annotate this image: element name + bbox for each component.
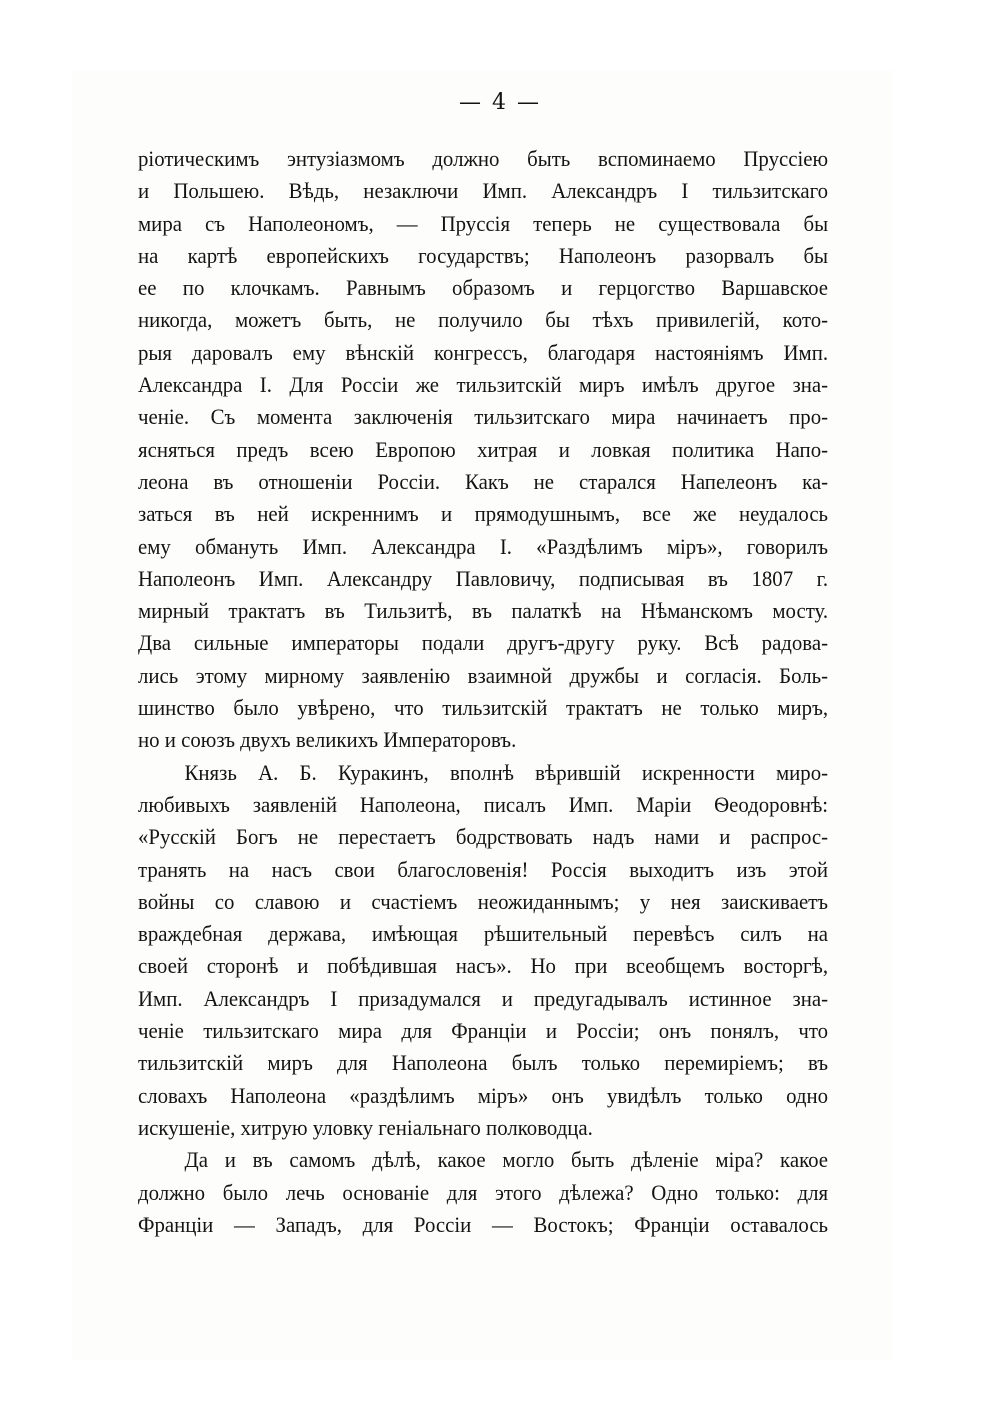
text-line: ему обмануть Имп. Александра I. «Раздѣлимъ міръ», говорилъ xyxy=(138,533,829,559)
text-line: ріотическимъ энтузіазмомъ должно быть вспоминаемо Пруссіею xyxy=(138,146,829,171)
text-line: своей сторонѣ и побѣдившая насъ». Но при всеобщемъ восторгѣ, xyxy=(138,953,829,979)
text-line: мирный трактатъ въ Тильзитѣ, въ палаткѣ на Нѣманскомъ мосту. xyxy=(138,598,829,624)
text-line: ченіе тильзитскаго мира для Франціи и Россіи; онъ понялъ, что xyxy=(138,1018,829,1044)
text-line: ясняться предъ всею Европою хитрая и ловкая политика Напо- xyxy=(138,436,829,462)
text-line: но и союзъ двухъ великихъ Императоровъ. xyxy=(138,727,517,753)
paragraph-start-line: Князь А. Б. Куракинъ, вполнѣ вѣрившій искренности миро- xyxy=(184,759,829,785)
text-line: никогда, можетъ быть, не получило бы тѣхъ привилегій, кото- xyxy=(138,307,829,333)
text-line: и Польшею. Вѣдь, незаключи Имп. Александръ I тильзитскаго xyxy=(138,178,829,204)
text-line: леона въ отношеніи Россіи. Какъ не старался Напелеонъ ка- xyxy=(138,468,829,494)
body-text xyxy=(138,143,828,1241)
text-line: ченіе. Съ момента заключенія тильзитскаго мира начинаетъ про- xyxy=(138,404,829,430)
text-line: рыя даровалъ ему вѣнскій конгрессъ, благодаря настояніямъ Имп. xyxy=(138,339,829,365)
text-line: на картѣ европейскихъ государствъ; Наполеонъ разорвалъ бы xyxy=(138,242,829,268)
text-line: искушеніе, хитрую уловку геніальнаго полководца. xyxy=(138,1114,593,1140)
text-line: транять на насъ свои благословенія! Россія выходитъ изъ этой xyxy=(138,856,829,882)
text-line: Имп. Александръ I призадумался и предугадывалъ истинное зна- xyxy=(138,985,829,1011)
text-line: заться въ ней искреннимъ и прямодушнымъ, все же неудалось xyxy=(138,501,829,527)
text-line: Два сильные императоры подали другъ-другу руку. Всѣ радова- xyxy=(138,630,829,656)
text-line: шинство было увѣрено, что тильзитскій трактатъ не только миръ, xyxy=(138,695,829,721)
paragraph-start-line: Да и въ самомъ дѣлѣ, какое могло быть дѣленіе міра? какое xyxy=(184,1147,829,1173)
text-line: лись этому мирному заявленію взаимной дружбы и согласія. Боль- xyxy=(138,662,829,688)
text-line: Александра I. Для Россіи же тильзитскій миръ имѣлъ другое зна- xyxy=(138,372,829,398)
text-line: Франціи — Западъ, для Россіи — Востокъ; Франціи оставалось xyxy=(138,1211,829,1237)
text-line: словахъ Наполеона «раздѣлимъ міръ» онъ увидѣлъ только одно xyxy=(138,1082,829,1108)
text-line: мира съ Наполеономъ, — Пруссія теперь не существовала бы xyxy=(138,210,829,236)
text-line: должно было лечь основаніе для этого дѣлежа? Одно только: для xyxy=(138,1179,829,1205)
text-line: любивыхъ заявленій Наполеона, писалъ Имп. Маріи Ѳеодоровнѣ: xyxy=(138,791,829,817)
text-line: войны со славою и счастіемъ неожиданнымъ; у нея заискиваетъ xyxy=(138,888,829,914)
text-line: «Русскій Богъ не перестаетъ бодрствовать надъ нами и распрос- xyxy=(138,824,829,850)
text-line: враждебная держава, имѣющая рѣшительный перевѣсъ силъ на xyxy=(138,921,829,947)
page-number: — 4 — xyxy=(459,90,541,115)
text-line: Наполеонъ Имп. Александру Павловичу, подписывая въ 1807 г. xyxy=(138,565,829,591)
text-line: тильзитскій миръ для Наполеона былъ только перемиріемъ; въ xyxy=(138,1050,829,1076)
text-line: ее по клочкамъ. Равнымъ образомъ и герцогство Варшавское xyxy=(138,275,829,301)
